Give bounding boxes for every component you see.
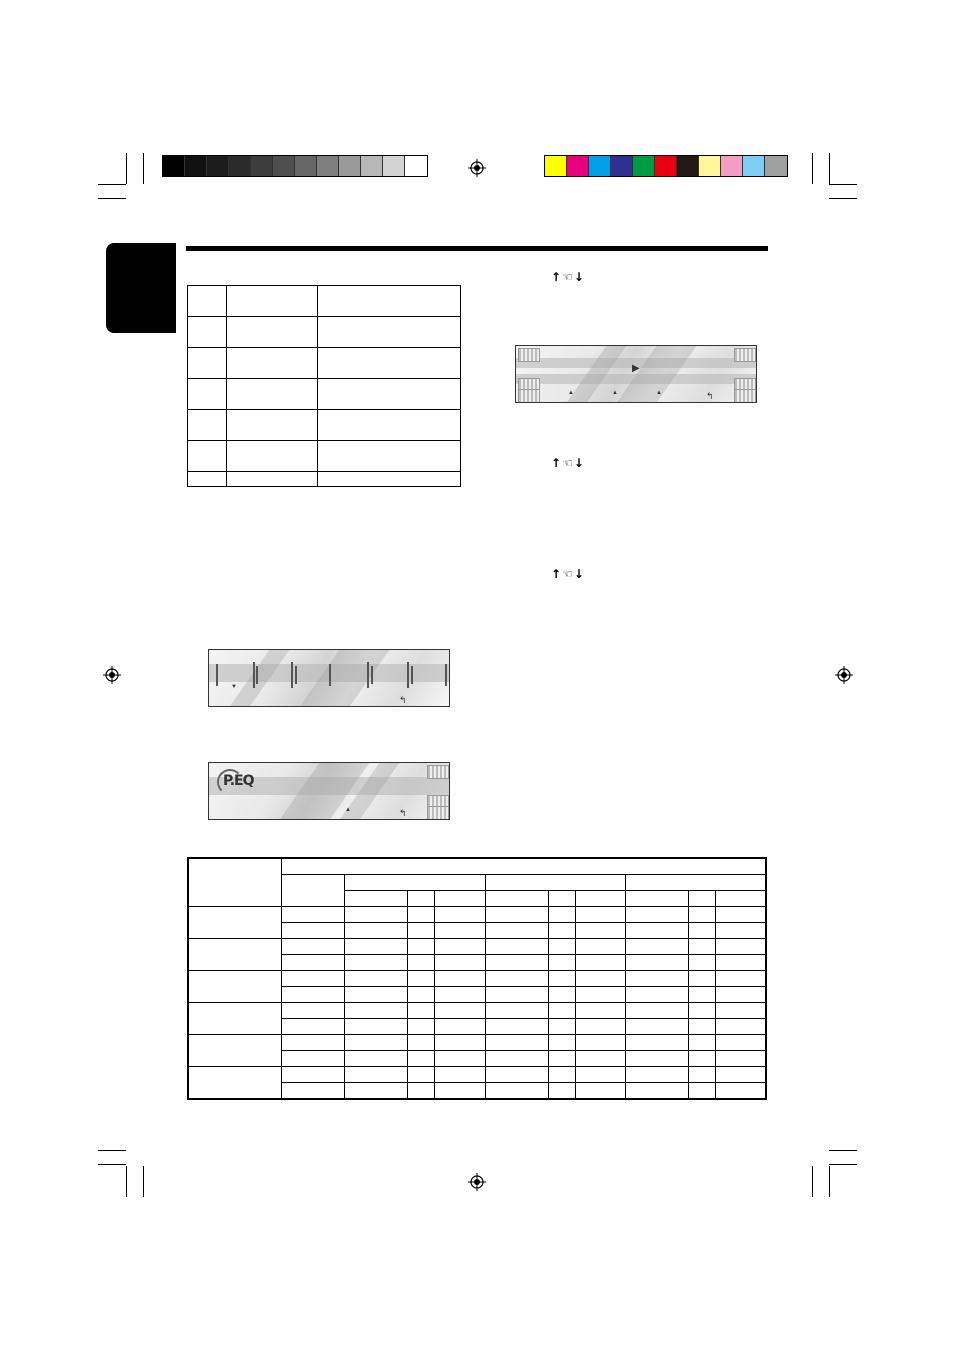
up-hand-down-icon: ↑☜↓ xyxy=(551,567,585,581)
table-row xyxy=(188,971,766,987)
header-rule xyxy=(186,246,768,251)
color-swatch xyxy=(317,156,339,176)
table-row xyxy=(188,472,461,487)
color-swatch xyxy=(655,156,677,176)
color-swatch xyxy=(589,156,611,176)
color-swatch xyxy=(721,156,743,176)
cursor-mark-icon: ▲ xyxy=(612,390,618,396)
display-selector xyxy=(515,345,757,403)
display-eq-bars xyxy=(208,649,450,707)
table-row xyxy=(188,939,766,955)
table-row xyxy=(188,317,461,348)
crosshair-icon xyxy=(103,666,121,684)
color-swatch xyxy=(633,156,655,176)
color-swatch xyxy=(405,156,427,176)
color-swatch xyxy=(273,156,295,176)
settings-table xyxy=(187,285,461,487)
table-row xyxy=(188,1003,766,1019)
table-row xyxy=(188,410,461,441)
up-hand-down-icon: ↑☜↓ xyxy=(551,456,585,470)
table-row xyxy=(188,1035,766,1051)
cursor-mark-icon: ▲ xyxy=(656,390,662,396)
crosshair-icon xyxy=(835,666,853,684)
cursor-mark-icon: ▼ xyxy=(231,684,237,690)
color-swatch xyxy=(163,156,185,176)
table-header-row xyxy=(188,858,766,875)
color-swatch xyxy=(251,156,273,176)
side-tab xyxy=(106,243,176,333)
table-row xyxy=(188,907,766,923)
color-swatch xyxy=(611,156,633,176)
color-swatch xyxy=(339,156,361,176)
cursor-mark-icon: ▲ xyxy=(345,807,351,813)
table-row xyxy=(188,286,461,317)
table-row xyxy=(188,379,461,410)
color-swatch xyxy=(229,156,251,176)
crosshair-icon xyxy=(468,1173,486,1191)
color-swatch xyxy=(185,156,207,176)
table-row xyxy=(188,348,461,379)
color-swatch xyxy=(207,156,229,176)
table-row xyxy=(188,1067,766,1083)
up-hand-down-icon: ↑☜↓ xyxy=(551,270,585,284)
crosshair-icon xyxy=(468,159,486,177)
return-arrow-icon: ↰ xyxy=(399,808,407,818)
color-swatch xyxy=(567,156,589,176)
return-arrow-icon: ↰ xyxy=(706,391,714,401)
grayscale-bar xyxy=(162,155,428,177)
display-peq xyxy=(208,762,450,820)
cursor-mark-icon: ▲ xyxy=(568,390,574,396)
play-arrow-icon: ▶ xyxy=(632,363,640,374)
color-swatch xyxy=(361,156,383,176)
color-swatch xyxy=(295,156,317,176)
color-bar xyxy=(544,155,788,177)
table-row xyxy=(188,441,461,472)
color-swatch xyxy=(765,156,787,176)
peq-label: P.EQ xyxy=(223,773,254,789)
color-swatch xyxy=(699,156,721,176)
return-arrow-icon: ↰ xyxy=(399,695,407,705)
preset-table xyxy=(187,857,767,1100)
color-swatch xyxy=(545,156,567,176)
color-swatch xyxy=(743,156,765,176)
color-swatch xyxy=(383,156,405,176)
color-swatch xyxy=(677,156,699,176)
